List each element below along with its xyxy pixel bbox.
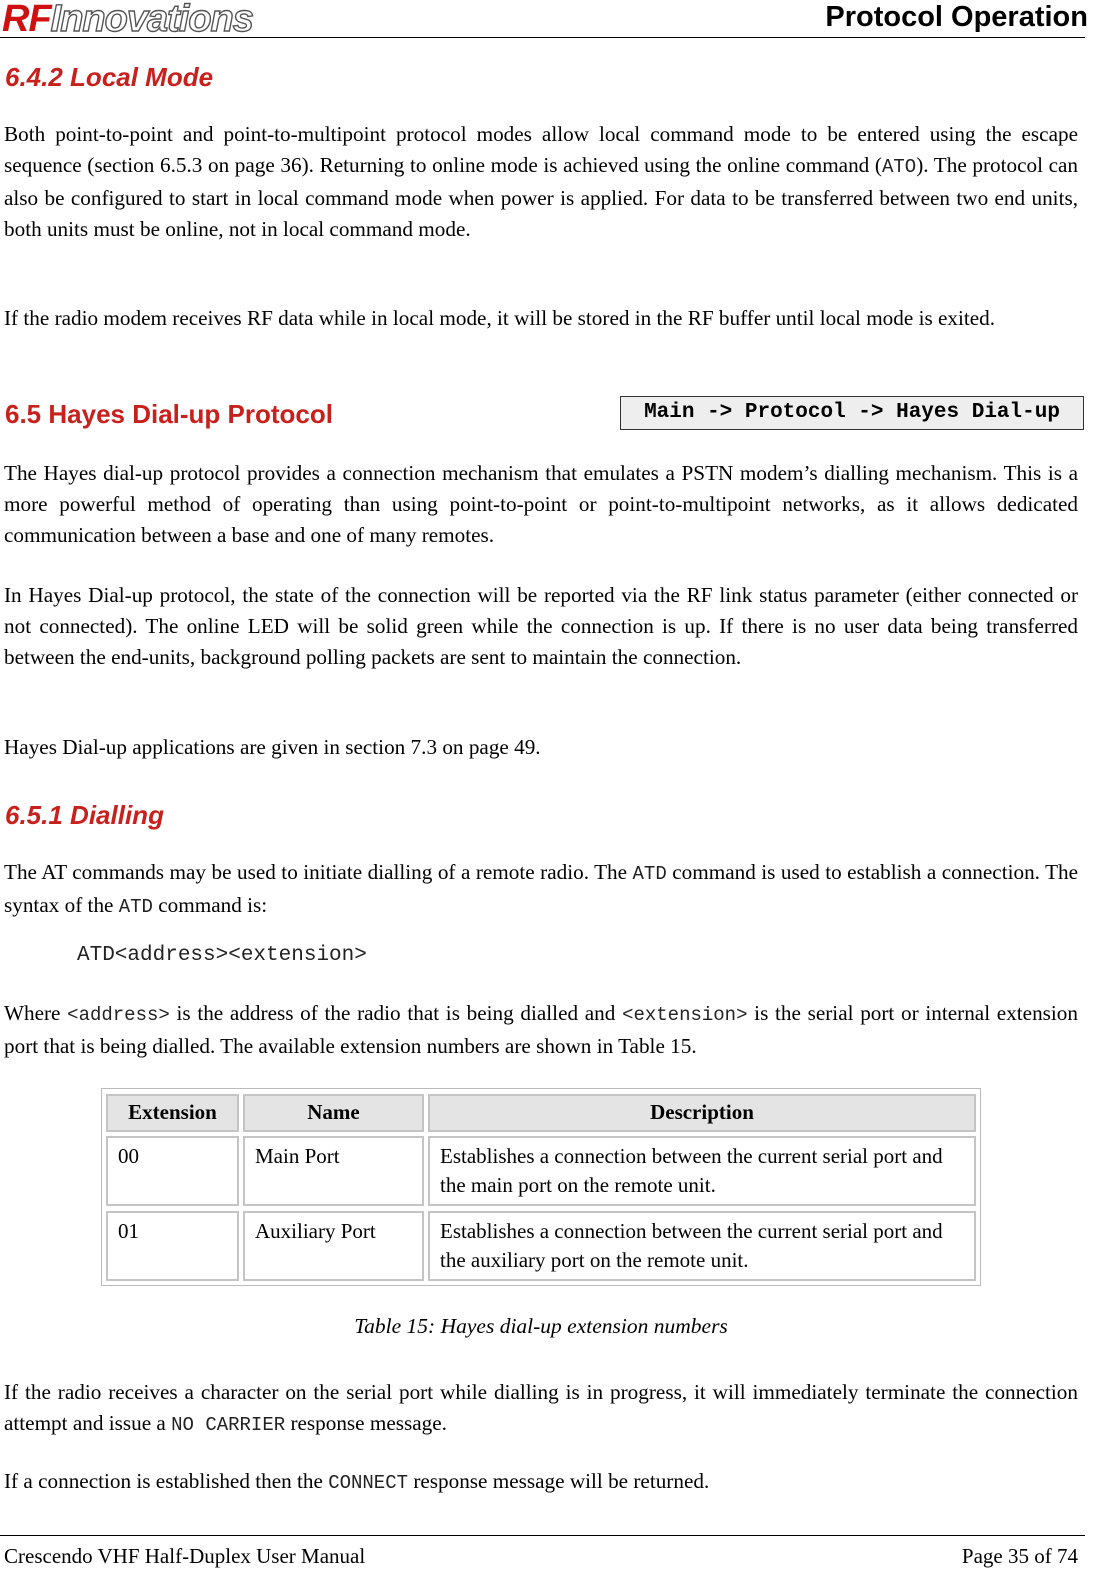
extension-table bbox=[101, 1088, 981, 1286]
table-caption: Table 15: Hayes dial-up extension numbers bbox=[354, 1314, 728, 1338]
paragraph-hayes-1: The Hayes dial-up protocol provides a connection mechanism that emulates a PSTN modem’s dialling mechanism. This is a more powerful method of operating than using point-to-point or point-to-multipoint networks, as it allows dedicated communication between a base and one of many remotes. bbox=[4, 461, 1078, 547]
table-cell-extension: 00 bbox=[106, 1136, 239, 1206]
syntax-line: ATD<address><extension> bbox=[77, 944, 367, 967]
header-rule bbox=[0, 37, 1085, 38]
code-no-carrier: NO CARRIER bbox=[171, 1414, 286, 1436]
code-address: <address> bbox=[67, 1004, 170, 1026]
heading-6-4-2: 6.4.2 Local Mode bbox=[5, 62, 214, 92]
company-logo bbox=[2, 0, 253, 38]
text-run: ). The protocol can also be configured to start in local command mode when power is applied. For data to be transferred between two end units, both units must be online, not in local command mode. bbox=[4, 153, 1079, 241]
paragraph-dialling-4 bbox=[4, 1466, 1078, 1499]
code-ato: ATO bbox=[881, 156, 917, 178]
logo-innovations: Innovations bbox=[50, 0, 253, 40]
code-atd: ATD bbox=[632, 863, 667, 885]
paragraph-local-mode-2: If the radio modem receives RF data while in local mode, it will be stored in the RF buffer until local mode is exited. bbox=[4, 306, 996, 330]
footer-manual-title: Crescendo VHF Half-Duplex User Manual bbox=[4, 1544, 366, 1568]
code-atd: ATD bbox=[118, 896, 153, 918]
table-header-name: Name bbox=[243, 1094, 424, 1132]
paragraph-dialling-3 bbox=[4, 1377, 1078, 1441]
code-extension: <extension> bbox=[622, 1004, 748, 1026]
text-run: Where bbox=[4, 1001, 68, 1025]
table-header-description: Description bbox=[428, 1094, 976, 1132]
text-run: The AT commands may be used to initiate dialling of a remote radio. The bbox=[4, 860, 633, 884]
table-header-extension: Extension bbox=[106, 1094, 239, 1132]
header-title: Protocol Operation bbox=[825, 1, 1088, 33]
text-run: is the serial port or internal extension port that is being dialled. The available extension numbers are shown in Table 15. bbox=[4, 1001, 1078, 1058]
menu-path-box: Main -> Protocol -> Hayes Dial-up bbox=[620, 396, 1084, 430]
text-run: is the address of the radio that is being dialled and bbox=[169, 1001, 623, 1025]
table-cell-extension: 01 bbox=[106, 1211, 239, 1281]
text-run: Both point-to-point and point-to-multipoint protocol modes allow local command mode to be entered using the escape sequence (section 6.5.3 on page 36). Returning to online mode is achieved using the online command ( bbox=[4, 122, 1078, 177]
footer-rule bbox=[0, 1535, 1085, 1536]
logo-rf: RF bbox=[2, 0, 51, 40]
code-connect: CONNECT bbox=[328, 1472, 409, 1494]
heading-6-5: 6.5 Hayes Dial-up Protocol bbox=[5, 399, 333, 429]
paragraph-hayes-3: Hayes Dial-up applications are given in section 7.3 on page 49. bbox=[4, 735, 541, 759]
text-run: If the radio receives a character on the serial port while dialling is in progress, it will immediately terminate the connection attempt and issue a bbox=[4, 1380, 1078, 1435]
text-run: response message will be returned. bbox=[408, 1469, 710, 1493]
paragraph-dialling-1 bbox=[4, 857, 1078, 923]
table-cell-name: Main Port bbox=[243, 1136, 424, 1206]
text-run: command is: bbox=[152, 893, 268, 917]
text-run: command is used to establish a connection. The syntax of the bbox=[4, 860, 1079, 917]
text-run: response message. bbox=[285, 1411, 447, 1435]
heading-6-5-1: 6.5.1 Dialling bbox=[5, 800, 164, 830]
footer-page-number: Page 35 of 74 bbox=[961, 1544, 1078, 1568]
paragraph-hayes-2: In Hayes Dial-up protocol, the state of the connection will be reported via the RF link status parameter (either connected or not connected). The online LED will be solid green while the connection is up. If there is no user data being transferred between the end-units, background polling packets are sent to maintain the connection. bbox=[4, 583, 1078, 669]
table-cell-name: Auxiliary Port bbox=[243, 1211, 424, 1281]
paragraph-dialling-2 bbox=[4, 998, 1078, 1062]
text-run: If a connection is established then the bbox=[4, 1469, 329, 1493]
table-cell-description: Establishes a connection between the current serial port and the auxiliary port on the remote unit. bbox=[428, 1211, 976, 1281]
table-cell-description: Establishes a connection between the current serial port and the main port on the remote unit. bbox=[428, 1136, 976, 1206]
paragraph-local-mode-1 bbox=[4, 119, 1078, 245]
